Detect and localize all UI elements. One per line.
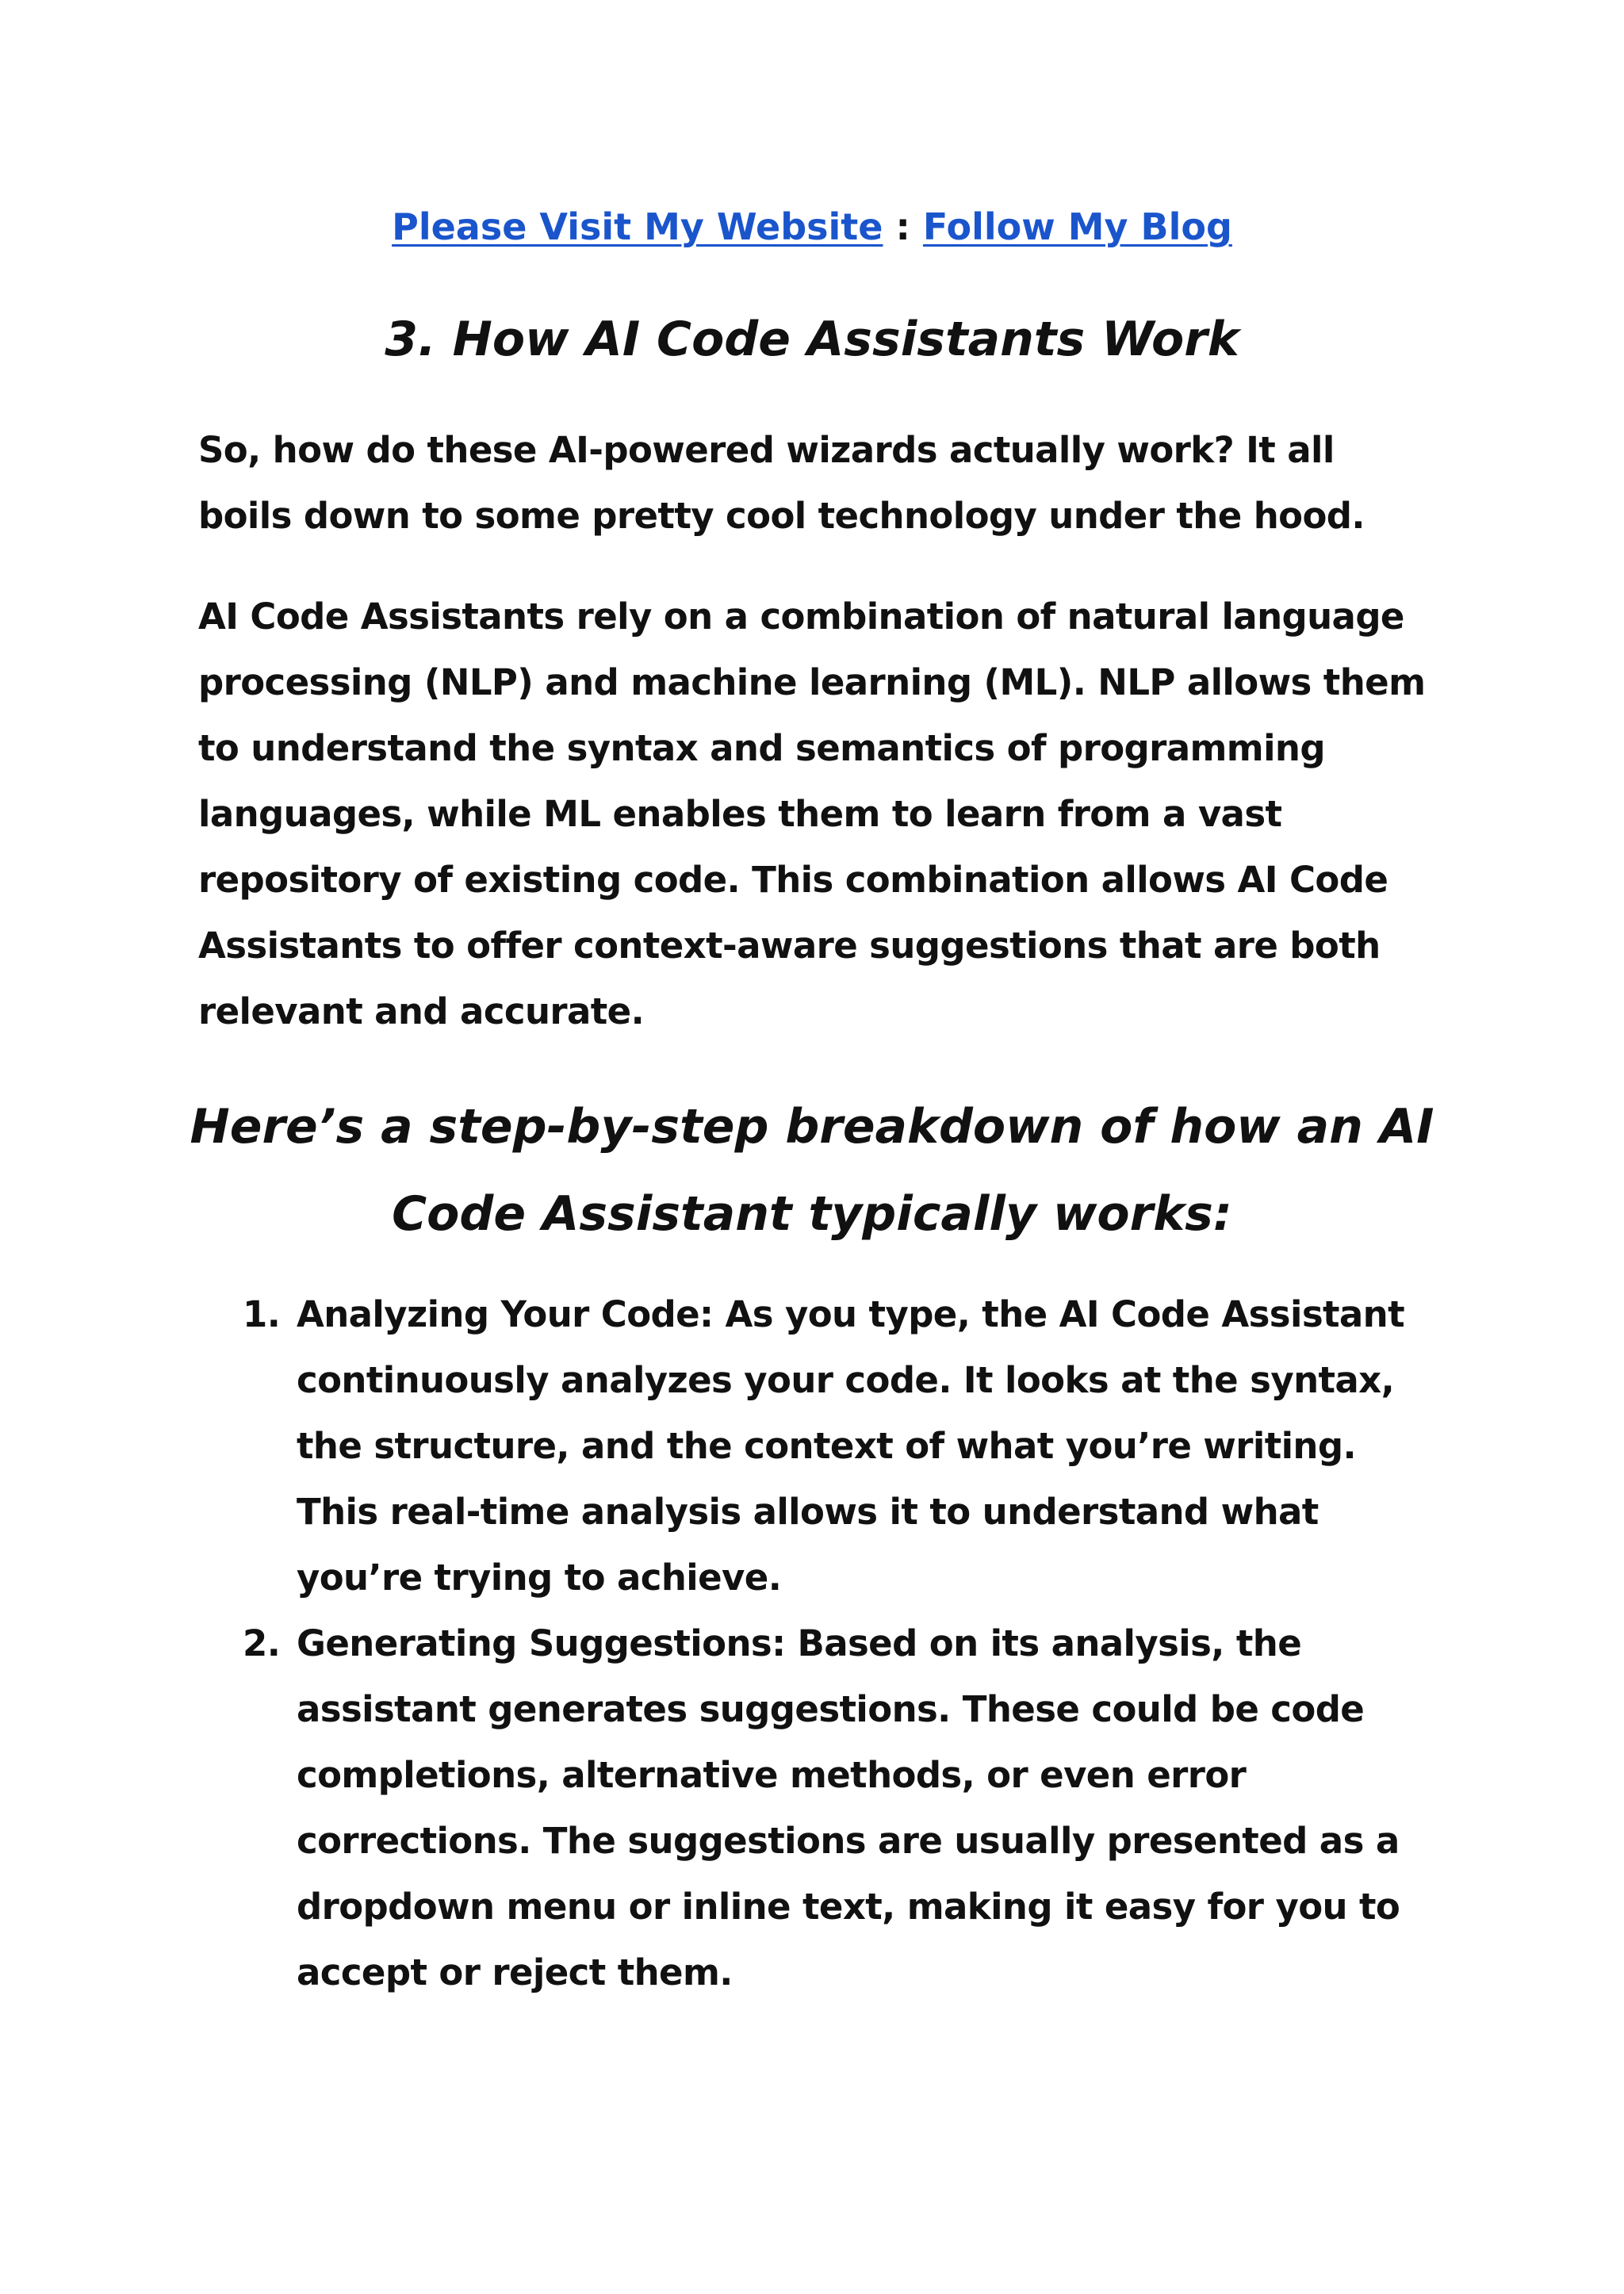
- header-links: [0, 203, 1624, 251]
- section-title: 3. How AI Code Assistants Work: [385, 312, 1239, 367]
- list-item-number: 2.: [243, 1622, 281, 1664]
- list-item: [198, 1610, 1435, 2005]
- link-separator: :: [895, 205, 910, 248]
- steps-heading: Here’s a step-by-step breakdown of how an AI Code Assistant typically works:: [190, 1099, 1434, 1242]
- body-paragraph: AI Code Assistants rely on a combination of natural language processing (NLP) and machine learning (ML). NLP allows them to understand the syntax and semantics of programming languages, while ML enables them to learn from a vast repository of existing code. This combination allows AI Code Assistants to offer context-aware suggestions that are both relevant and accurate.: [198, 596, 1426, 1032]
- list-item-text: Generating Suggestions: Based on its analysis, the assistant generates suggestions. These could be code completions, alternative methods, or even error corrections. The suggestions are usually presented as a dropdown menu or inline text, making it easy for you to accept or reject them.: [297, 1622, 1400, 1993]
- intro-paragraph: So, how do these AI-powered wizards actually work? It all boils down to some pretty cool technology under the hood.: [198, 429, 1365, 537]
- list-item-number: 1.: [243, 1293, 281, 1335]
- list-item-text: Analyzing Your Code: As you type, the AI Code Assistant continuously analyzes your code. It looks at the syntax, the structure, and the context of what you’re writing. This real-time analysis allows it to understand what you’re trying to achieve.: [297, 1293, 1405, 1599]
- steps-list: [198, 1281, 1435, 2005]
- list-item: [198, 1281, 1435, 1610]
- blog-link[interactable]: Follow My Blog: [922, 205, 1232, 248]
- website-link[interactable]: Please Visit My Website: [392, 205, 883, 248]
